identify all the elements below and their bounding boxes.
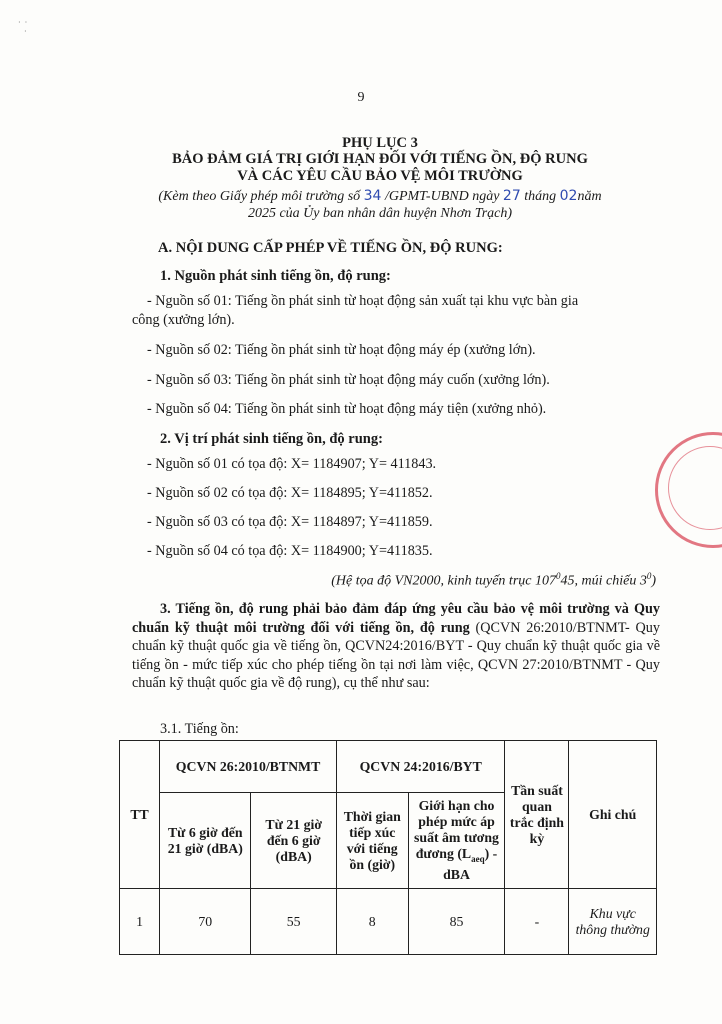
scan-specks: · · ·	[18, 18, 28, 36]
header-qcvn24: QCVN 24:2016/BYT	[336, 741, 505, 793]
source-1-line-1: - Nguồn số 01: Tiếng ồn phát sinh từ hoạt động sản xuất tại khu vực bàn gia	[147, 293, 579, 309]
cell-limit: 85	[408, 889, 505, 955]
source-2: - Nguồn số 02: Tiếng ồn phát sinh từ hoạt động máy ép (xưởng lớn).	[147, 342, 536, 358]
noise-limit-table	[119, 740, 657, 955]
handwritten-month: 02	[559, 188, 578, 204]
heading-line-2: BẢO ĐẢM GIÁ TRỊ GIỚI HẠN ĐỐI VỚI TIẾNG ỒN, ĐỘ RUNG	[172, 151, 588, 167]
source-4: - Nguồn số 04: Tiếng ồn phát sinh từ hoạt động máy tiện (xưởng nhỏ).	[147, 401, 547, 417]
header-qcvn26: QCVN 26:2010/BTNMT	[160, 741, 337, 793]
cell-time: 8	[336, 889, 408, 955]
cell-tt: 1	[120, 889, 160, 955]
section-3-text: (QCVN 26:2010/BTNMT- Quy chuẩn kỹ thuật quốc gia về tiếng ồn, QCVN24:2016/BYT - Quy chuẩn kỹ thuật quốc gia về tiếng ồn - mức tiếp xúc cho phép tiếng ồn tại nơi làm việc, QCVN 27:2010/BTNMT - Quy chuẩn kỹ thuật quốc gia về độ rung), cụ thể như sau:	[132, 619, 660, 691]
source-1-line-2: công (xưởng lớn).	[132, 312, 235, 328]
page-number: 9	[357, 90, 365, 105]
cell-note: Khu vực thông thường	[569, 889, 657, 955]
header-exposure-time: Thời gian tiếp xúc với tiếng ồn (giờ)	[336, 793, 408, 889]
section-3-bold-text: 3. Tiếng ồn, độ rung phải bảo đảm đáp ứng yêu cầu bảo vệ môi trường và Quy chuẩn kỹ thuật môi trường đối với tiếng ồn, độ rung	[132, 601, 660, 636]
coordinate-system-note: (Hệ tọa độ VN2000, kinh tuyến trục $107^045$, múi chiếu $3^0$)	[331, 571, 656, 589]
section-a-heading: A. NỘI DUNG CẤP PHÉP VỀ TIẾNG ỒN, ĐỘ RUNG:	[158, 240, 503, 256]
header-leq-limit: Giới hạn cho phép mức áp suất âm tương đương $(L_{aeq})$ - dBA	[408, 793, 505, 889]
header-night-limit: Từ 21 giờ đến 6 giờ (dBA)	[251, 793, 337, 889]
subtitle-line-2: 2025 của Ủy ban nhân dân huyện Nhơn Trạch)	[247, 206, 513, 221]
source-3: - Nguồn số 03: Tiếng ồn phát sinh từ hoạt động máy cuốn (xưởng lớn).	[147, 372, 550, 388]
section-3-paragraph	[132, 600, 660, 693]
cell-frequency: -	[505, 889, 569, 955]
table-row	[120, 889, 657, 955]
header-note: Ghi chú	[569, 741, 657, 889]
section-2-heading: 2. Vị trí phát sinh tiếng ồn, độ rung:	[160, 431, 383, 447]
appendix-title: PHỤ LỤC 3	[342, 135, 418, 151]
cell-day: 70	[160, 889, 251, 955]
coord-4: - Nguồn số 04 có tọa độ: X= 1184900; Y=411835.	[147, 543, 433, 559]
cell-night: 55	[251, 889, 337, 955]
handwritten-permit-number: 34	[363, 188, 382, 204]
header-frequency: Tần suất quan trắc định kỳ	[505, 741, 569, 889]
subsection-3-1: 3.1. Tiếng ồn:	[160, 721, 239, 737]
coord-3: - Nguồn số 03 có tọa độ: X= 1184897; Y=411859.	[147, 514, 433, 530]
header-day-limit: Từ 6 giờ đến 21 giờ (dBA)	[160, 793, 251, 889]
handwritten-day: 27	[502, 188, 521, 204]
section-1-heading: 1. Nguồn phát sinh tiếng ồn, độ rung:	[160, 268, 391, 284]
coord-2: - Nguồn số 02 có tọa độ: X= 1184895; Y=411852.	[147, 485, 433, 501]
heading-line-3: VÀ CÁC YÊU CẦU BẢO VỆ MÔI TRƯỜNG	[237, 168, 523, 184]
subtitle-line-1: (Kèm theo Giấy phép môi trường số 34 /GPMT-UBND ngày 27 tháng 02năm	[158, 188, 602, 204]
coord-1: - Nguồn số 01 có tọa độ: X= 1184907; Y= 411843.	[147, 456, 437, 472]
header-tt: TT	[120, 741, 160, 889]
